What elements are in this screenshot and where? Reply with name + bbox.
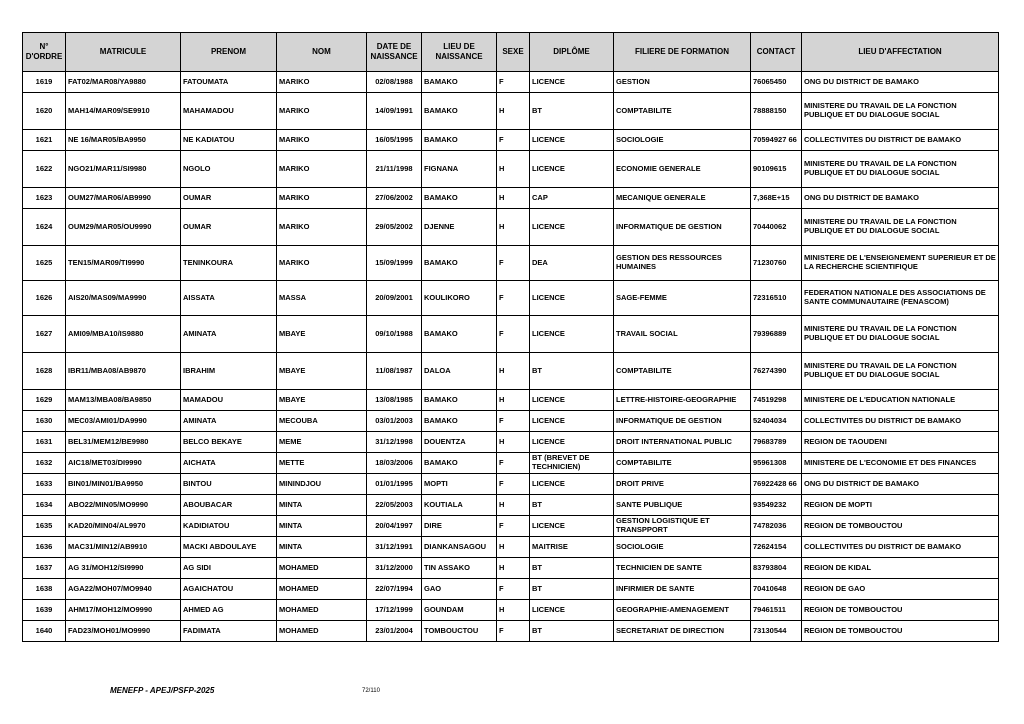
cell-prenom: AHMED AG (181, 600, 277, 621)
cell-prenom: AGAICHATOU (181, 579, 277, 600)
cell-date: 22/07/1994 (367, 579, 422, 600)
cell-contact: 79683789 (751, 432, 802, 453)
cell-ordre: 1622 (23, 151, 66, 188)
cell-filiere: COMPTABILITE (614, 93, 751, 130)
cell-matricule: MEC03/AMI01/DA9990 (66, 411, 181, 432)
cell-prenom: NGOLO (181, 151, 277, 188)
cell-nom: MEME (277, 432, 367, 453)
cell-affectation: ONG DU DISTRICT DE BAMAKO (802, 474, 999, 495)
cell-ordre: 1632 (23, 453, 66, 474)
cell-date: 20/09/2001 (367, 281, 422, 316)
cell-lieu: DOUENTZA (422, 432, 497, 453)
cell-prenom: AMINATA (181, 316, 277, 353)
table-row (23, 579, 999, 600)
cell-matricule: KAD20/MIN04/AL9970 (66, 516, 181, 537)
cell-sexe: H (497, 93, 530, 130)
cell-matricule: AG 31/MOH12/SI9990 (66, 558, 181, 579)
cell-matricule: AIC18/MET03/DI9990 (66, 453, 181, 474)
header-matricule: MATRICULE (66, 33, 181, 72)
cell-ordre: 1626 (23, 281, 66, 316)
cell-affectation: REGION DE TOMBOUCTOU (802, 621, 999, 642)
cell-sexe: F (497, 246, 530, 281)
cell-affectation: MINISTERE DE L'ECONOMIE ET DES FINANCES (802, 453, 999, 474)
cell-lieu: BAMAKO (422, 390, 497, 411)
cell-diplome: LICENCE (530, 72, 614, 93)
cell-lieu: KOULIKORO (422, 281, 497, 316)
cell-sexe: H (497, 151, 530, 188)
table-row (23, 432, 999, 453)
header-prenom: PRENOM (181, 33, 277, 72)
cell-date: 31/12/1991 (367, 537, 422, 558)
cell-diplome: LICENCE (530, 411, 614, 432)
table-body (23, 72, 999, 642)
cell-matricule: AGA22/MOH07/MO9940 (66, 579, 181, 600)
cell-diplome: BT (530, 93, 614, 130)
cell-sexe: F (497, 453, 530, 474)
cell-prenom: AISSATA (181, 281, 277, 316)
cell-diplome: BT (BREVET DE TECHNICIEN) (530, 453, 614, 474)
cell-prenom: TENINKOURA (181, 246, 277, 281)
cell-filiere: GESTION DES RESSOURCES HUMAINES (614, 246, 751, 281)
cell-sexe: H (497, 432, 530, 453)
cell-nom: MARIKO (277, 246, 367, 281)
cell-filiere: TRAVAIL SOCIAL (614, 316, 751, 353)
table-row (23, 600, 999, 621)
cell-filiere: GEOGRAPHIE-AMENAGEMENT (614, 600, 751, 621)
cell-nom: MOHAMED (277, 579, 367, 600)
cell-diplome: CAP (530, 188, 614, 209)
cell-lieu: GAO (422, 579, 497, 600)
header-contact: CONTACT (751, 33, 802, 72)
cell-affectation: MINISTERE DU TRAVAIL DE LA FONCTION PUBLIQUE ET DU DIALOGUE SOCIAL (802, 316, 999, 353)
table-row (23, 72, 999, 93)
cell-ordre: 1636 (23, 537, 66, 558)
footer-reference: MENEFP - APEJ/PSFP-2025 (110, 686, 215, 695)
cell-diplome: BT (530, 621, 614, 642)
cell-contact: 83793804 (751, 558, 802, 579)
cell-lieu: BAMAKO (422, 453, 497, 474)
cell-nom: MINTA (277, 537, 367, 558)
cell-affectation: REGION DE TAOUDENI (802, 432, 999, 453)
table-row (23, 209, 999, 246)
cell-sexe: H (497, 188, 530, 209)
cell-ordre: 1630 (23, 411, 66, 432)
table-row (23, 188, 999, 209)
cell-affectation: MINISTERE DE L'EDUCATION NATIONALE (802, 390, 999, 411)
cell-filiere: SOCIOLOGIE (614, 537, 751, 558)
cell-affectation: ONG DU DISTRICT DE BAMAKO (802, 188, 999, 209)
cell-lieu: FIGNANA (422, 151, 497, 188)
cell-contact: 72316510 (751, 281, 802, 316)
cell-ordre: 1621 (23, 130, 66, 151)
cell-affectation: MINISTERE DE L'ENSEIGNEMENT SUPERIEUR ET DE LA RECHERCHE SCIENTIFIQUE (802, 246, 999, 281)
cell-contact: 74782036 (751, 516, 802, 537)
cell-matricule: AHM17/MOH12/MO9990 (66, 600, 181, 621)
cell-filiere: SAGE-FEMME (614, 281, 751, 316)
cell-affectation: COLLECTIVITES DU DISTRICT DE BAMAKO (802, 130, 999, 151)
cell-matricule: ABO22/MIN05/MO9990 (66, 495, 181, 516)
cell-ordre: 1634 (23, 495, 66, 516)
cell-prenom: MAMADOU (181, 390, 277, 411)
cell-matricule: OUM27/MAR06/AB9990 (66, 188, 181, 209)
cell-lieu: BAMAKO (422, 188, 497, 209)
cell-nom: MARIKO (277, 188, 367, 209)
cell-diplome: LICENCE (530, 432, 614, 453)
cell-ordre: 1633 (23, 474, 66, 495)
cell-contact: 93549232 (751, 495, 802, 516)
cell-filiere: TECHNICIEN DE SANTE (614, 558, 751, 579)
cell-filiere: INFORMATIQUE DE GESTION (614, 209, 751, 246)
cell-contact: 70440062 (751, 209, 802, 246)
cell-lieu: DJENNE (422, 209, 497, 246)
cell-diplome: DEA (530, 246, 614, 281)
cell-contact: 72624154 (751, 537, 802, 558)
cell-date: 21/11/1998 (367, 151, 422, 188)
header-lieu: LIEU DE NAISSANCE (422, 33, 497, 72)
cell-lieu: BAMAKO (422, 411, 497, 432)
table-row (23, 93, 999, 130)
cell-sexe: F (497, 411, 530, 432)
cell-affectation: MINISTERE DU TRAVAIL DE LA FONCTION PUBLIQUE ET DU DIALOGUE SOCIAL (802, 209, 999, 246)
header-nom: NOM (277, 33, 367, 72)
table-row (23, 516, 999, 537)
cell-contact: 79461511 (751, 600, 802, 621)
table-row (23, 453, 999, 474)
cell-sexe: F (497, 474, 530, 495)
cell-date: 20/04/1997 (367, 516, 422, 537)
cell-sexe: H (497, 209, 530, 246)
cell-contact: 71230760 (751, 246, 802, 281)
cell-nom: MINTA (277, 516, 367, 537)
cell-filiere: GESTION LOGISTIQUE ET TRANSPPORT (614, 516, 751, 537)
cell-filiere: MECANIQUE GENERALE (614, 188, 751, 209)
cell-ordre: 1629 (23, 390, 66, 411)
cell-ordre: 1619 (23, 72, 66, 93)
cell-nom: MINTA (277, 495, 367, 516)
cell-matricule: TEN15/MAR09/TI9990 (66, 246, 181, 281)
table-row (23, 474, 999, 495)
cell-lieu: GOUNDAM (422, 600, 497, 621)
cell-sexe: F (497, 281, 530, 316)
cell-date: 11/08/1987 (367, 353, 422, 390)
table-row (23, 246, 999, 281)
cell-filiere: DROIT INTERNATIONAL PUBLIC (614, 432, 751, 453)
cell-lieu: BAMAKO (422, 93, 497, 130)
cell-date: 03/01/2003 (367, 411, 422, 432)
cell-date: 31/12/2000 (367, 558, 422, 579)
cell-date: 29/05/2002 (367, 209, 422, 246)
cell-date: 31/12/1998 (367, 432, 422, 453)
header-filiere: FILIERE DE FORMATION (614, 33, 751, 72)
cell-date: 14/09/1991 (367, 93, 422, 130)
cell-lieu: DIRE (422, 516, 497, 537)
table-row (23, 558, 999, 579)
page-number: 72/110 (362, 688, 380, 694)
cell-ordre: 1631 (23, 432, 66, 453)
cell-matricule: FAT02/MAR08/YA9880 (66, 72, 181, 93)
cell-matricule: NGO21/MAR11/SI9980 (66, 151, 181, 188)
cell-date: 16/05/1995 (367, 130, 422, 151)
cell-filiere: SOCIOLOGIE (614, 130, 751, 151)
cell-sexe: F (497, 621, 530, 642)
table-row (23, 537, 999, 558)
table-row (23, 621, 999, 642)
cell-lieu: KOUTIALA (422, 495, 497, 516)
cell-contact: 76922428 66 (751, 474, 802, 495)
table-row (23, 151, 999, 188)
cell-contact: 78888150 (751, 93, 802, 130)
cell-date: 13/08/1985 (367, 390, 422, 411)
cell-date: 18/03/2006 (367, 453, 422, 474)
cell-matricule: MAC31/MIN12/AB9910 (66, 537, 181, 558)
cell-affectation: REGION DE KIDAL (802, 558, 999, 579)
table-row (23, 316, 999, 353)
cell-matricule: BIN01/MIN01/BA9950 (66, 474, 181, 495)
cell-affectation: COLLECTIVITES DU DISTRICT DE BAMAKO (802, 537, 999, 558)
cell-filiere: COMPTABILITE (614, 353, 751, 390)
cell-ordre: 1638 (23, 579, 66, 600)
cell-sexe: H (497, 600, 530, 621)
cell-prenom: OUMAR (181, 188, 277, 209)
cell-diplome: MAITRISE (530, 537, 614, 558)
cell-sexe: F (497, 316, 530, 353)
cell-filiere: INFIRMIER DE SANTE (614, 579, 751, 600)
cell-ordre: 1623 (23, 188, 66, 209)
cell-prenom: AG SIDI (181, 558, 277, 579)
cell-filiere: LETTRE-HISTOIRE-GEOGRAPHIE (614, 390, 751, 411)
table-row (23, 390, 999, 411)
cell-affectation: REGION DE MOPTI (802, 495, 999, 516)
cell-affectation: MINISTERE DU TRAVAIL DE LA FONCTION PUBLIQUE ET DU DIALOGUE SOCIAL (802, 151, 999, 188)
cell-nom: MARIKO (277, 72, 367, 93)
cell-matricule: AIS20/MAS09/MA9990 (66, 281, 181, 316)
table-row (23, 353, 999, 390)
cell-prenom: FADIMATA (181, 621, 277, 642)
cell-contact: 70594927 66 (751, 130, 802, 151)
cell-nom: MASSA (277, 281, 367, 316)
cell-ordre: 1640 (23, 621, 66, 642)
cell-contact: 70410648 (751, 579, 802, 600)
cell-affectation: MINISTERE DU TRAVAIL DE LA FONCTION PUBLIQUE ET DU DIALOGUE SOCIAL (802, 353, 999, 390)
cell-diplome: BT (530, 579, 614, 600)
cell-nom: MECOUBA (277, 411, 367, 432)
cell-date: 27/06/2002 (367, 188, 422, 209)
cell-nom: MBAYE (277, 353, 367, 390)
cell-prenom: OUMAR (181, 209, 277, 246)
cell-prenom: BELCO BEKAYE (181, 432, 277, 453)
cell-prenom: AMINATA (181, 411, 277, 432)
cell-ordre: 1639 (23, 600, 66, 621)
cell-prenom: MAHAMADOU (181, 93, 277, 130)
cell-date: 23/01/2004 (367, 621, 422, 642)
cell-sexe: H (497, 495, 530, 516)
cell-nom: MARIKO (277, 93, 367, 130)
cell-matricule: NE 16/MAR05/BA9950 (66, 130, 181, 151)
cell-contact: 74519298 (751, 390, 802, 411)
cell-lieu: DIANKANSAGOU (422, 537, 497, 558)
cell-diplome: LICENCE (530, 130, 614, 151)
cell-contact: 73130544 (751, 621, 802, 642)
cell-filiere: DROIT PRIVE (614, 474, 751, 495)
cell-contact: 76065450 (751, 72, 802, 93)
cell-sexe: H (497, 390, 530, 411)
cell-prenom: AICHATA (181, 453, 277, 474)
cell-prenom: MACKI ABDOULAYE (181, 537, 277, 558)
cell-diplome: LICENCE (530, 281, 614, 316)
cell-matricule: MAH14/MAR09/SE9910 (66, 93, 181, 130)
cell-filiere: GESTION (614, 72, 751, 93)
cell-nom: MININDJOU (277, 474, 367, 495)
cell-ordre: 1637 (23, 558, 66, 579)
cell-ordre: 1620 (23, 93, 66, 130)
cell-affectation: REGION DE GAO (802, 579, 999, 600)
cell-matricule: AMI09/MBA10/IS9880 (66, 316, 181, 353)
cell-sexe: H (497, 537, 530, 558)
cell-filiere: SANTE PUBLIQUE (614, 495, 751, 516)
cell-filiere: INFORMATIQUE DE GESTION (614, 411, 751, 432)
cell-prenom: ABOUBACAR (181, 495, 277, 516)
cell-nom: MARIKO (277, 151, 367, 188)
cell-prenom: KADIDIATOU (181, 516, 277, 537)
header-affectation: LIEU D'AFFECTATION (802, 33, 999, 72)
cell-ordre: 1625 (23, 246, 66, 281)
cell-affectation: REGION DE TOMBOUCTOU (802, 516, 999, 537)
cell-matricule: FAD23/MOH01/MO9990 (66, 621, 181, 642)
cell-nom: MOHAMED (277, 600, 367, 621)
cell-affectation: COLLECTIVITES DU DISTRICT DE BAMAKO (802, 411, 999, 432)
table-row (23, 130, 999, 151)
header-diplome: DIPLÔME (530, 33, 614, 72)
header-row (23, 33, 999, 72)
cell-sexe: F (497, 579, 530, 600)
cell-diplome: LICENCE (530, 151, 614, 188)
cell-lieu: TIN ASSAKO (422, 558, 497, 579)
cell-matricule: IBR11/MBA08/AB9870 (66, 353, 181, 390)
cell-prenom: BINTOU (181, 474, 277, 495)
cell-matricule: OUM29/MAR05/OU9990 (66, 209, 181, 246)
cell-lieu: BAMAKO (422, 246, 497, 281)
cell-affectation: ONG DU DISTRICT DE BAMAKO (802, 72, 999, 93)
cell-filiere: COMPTABILITE (614, 453, 751, 474)
cell-sexe: H (497, 558, 530, 579)
cell-nom: MBAYE (277, 390, 367, 411)
cell-diplome: LICENCE (530, 474, 614, 495)
header-date: DATE DE NAISSANCE (367, 33, 422, 72)
cell-contact: 90109615 (751, 151, 802, 188)
cell-diplome: BT (530, 558, 614, 579)
cell-ordre: 1624 (23, 209, 66, 246)
cell-affectation: REGION DE TOMBOUCTOU (802, 600, 999, 621)
table-row (23, 411, 999, 432)
cell-sexe: F (497, 516, 530, 537)
cell-date: 02/08/1988 (367, 72, 422, 93)
header-sexe: SEXE (497, 33, 530, 72)
cell-nom: MARIKO (277, 130, 367, 151)
cell-diplome: LICENCE (530, 390, 614, 411)
cell-diplome: LICENCE (530, 600, 614, 621)
cell-matricule: MAM13/MBA08/BA9850 (66, 390, 181, 411)
cell-prenom: NE KADIATOU (181, 130, 277, 151)
cell-nom: METTE (277, 453, 367, 474)
table-row (23, 495, 999, 516)
cell-nom: MARIKO (277, 209, 367, 246)
cell-diplome: BT (530, 495, 614, 516)
cell-contact: 52404034 (751, 411, 802, 432)
cell-date: 17/12/1999 (367, 600, 422, 621)
cell-lieu: DALOA (422, 353, 497, 390)
cell-lieu: BAMAKO (422, 130, 497, 151)
cell-ordre: 1628 (23, 353, 66, 390)
cell-prenom: IBRAHIM (181, 353, 277, 390)
cell-sexe: H (497, 353, 530, 390)
cell-diplome: LICENCE (530, 209, 614, 246)
affectation-table (22, 32, 999, 642)
cell-nom: MOHAMED (277, 558, 367, 579)
cell-lieu: TOMBOUCTOU (422, 621, 497, 642)
cell-matricule: BEL31/MEM12/BE9980 (66, 432, 181, 453)
cell-nom: MBAYE (277, 316, 367, 353)
cell-date: 09/10/1988 (367, 316, 422, 353)
cell-contact: 79396889 (751, 316, 802, 353)
cell-contact: 95961308 (751, 453, 802, 474)
cell-diplome: BT (530, 353, 614, 390)
cell-ordre: 1635 (23, 516, 66, 537)
cell-lieu: BAMAKO (422, 72, 497, 93)
cell-filiere: ECONOMIE GENERALE (614, 151, 751, 188)
cell-date: 22/05/2003 (367, 495, 422, 516)
cell-sexe: F (497, 130, 530, 151)
cell-ordre: 1627 (23, 316, 66, 353)
cell-prenom: FATOUMATA (181, 72, 277, 93)
cell-sexe: F (497, 72, 530, 93)
header-ordre: N° D'ORDRE (23, 33, 66, 72)
cell-filiere: SECRETARIAT DE DIRECTION (614, 621, 751, 642)
cell-date: 15/09/1999 (367, 246, 422, 281)
cell-affectation: FEDERATION NATIONALE DES ASSOCIATIONS DE SANTE COMMUNAUTAIRE (FENASCOM) (802, 281, 999, 316)
cell-nom: MOHAMED (277, 621, 367, 642)
table-row (23, 281, 999, 316)
cell-lieu: MOPTI (422, 474, 497, 495)
cell-diplome: LICENCE (530, 516, 614, 537)
cell-diplome: LICENCE (530, 316, 614, 353)
cell-lieu: BAMAKO (422, 316, 497, 353)
cell-contact: 76274390 (751, 353, 802, 390)
cell-date: 01/01/1995 (367, 474, 422, 495)
cell-affectation: MINISTERE DU TRAVAIL DE LA FONCTION PUBLIQUE ET DU DIALOGUE SOCIAL (802, 93, 999, 130)
cell-contact: 7,368E+15 (751, 188, 802, 209)
